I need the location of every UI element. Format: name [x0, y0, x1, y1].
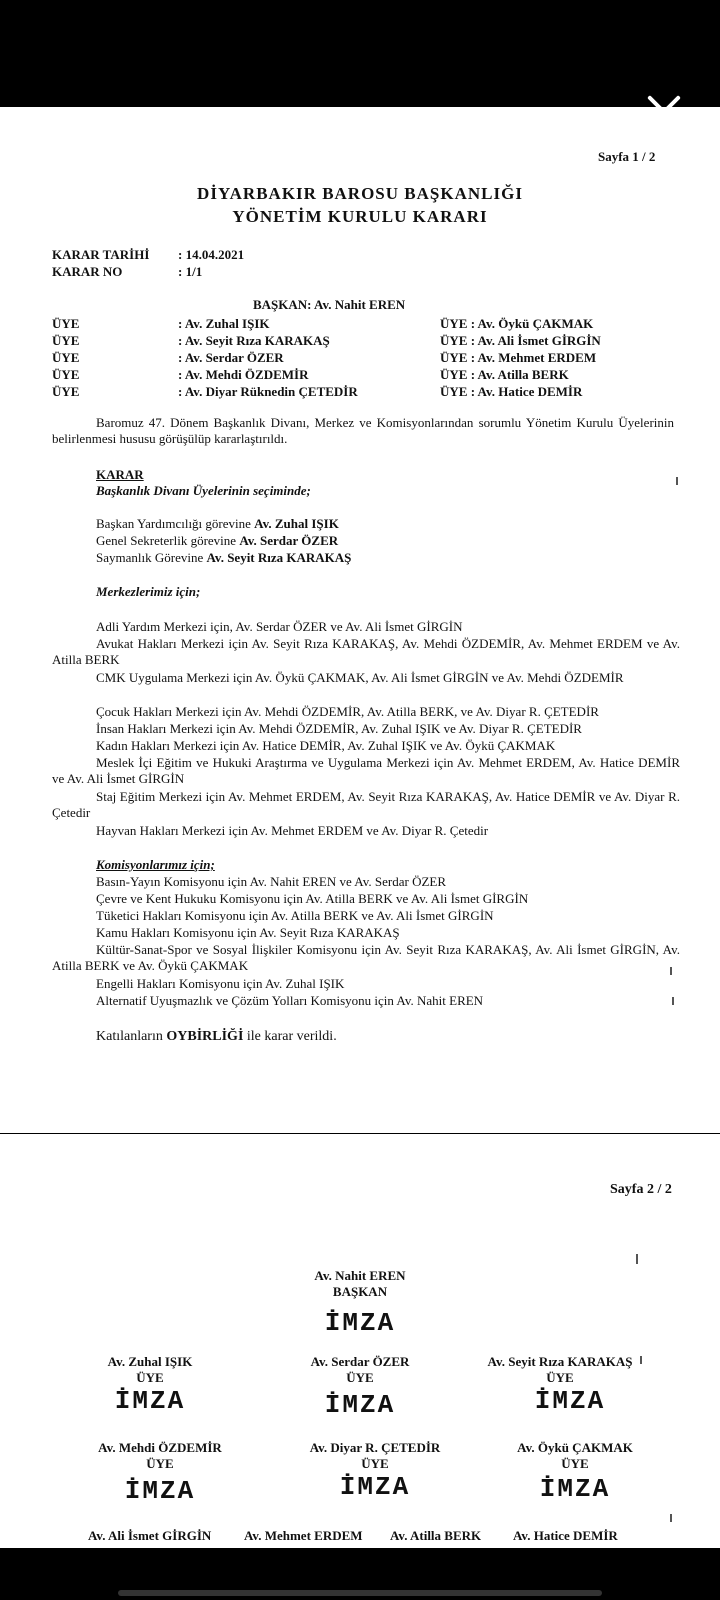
home-indicator[interactable]: [118, 1590, 602, 1596]
divan-item: Saymanlık Görevine Av. Seyit Rıza KARAKAŞ: [96, 550, 352, 565]
komisyon-item: Tüketici Hakları Komisyonu için Av. Atilla BERK ve Av. Ali İsmet GİRGİN: [96, 908, 494, 923]
merkez-heading: Merkezlerimiz için;: [96, 584, 201, 599]
member-right: ÜYE : Av. Hatice DEMİR: [440, 384, 583, 399]
page-number: Sayfa 2 / 2: [610, 1182, 672, 1197]
signatory-role: ÜYE: [561, 1456, 589, 1471]
scan-mark: [672, 997, 674, 1005]
merkez-item: Avukat Hakları Merkezi için Av. Seyit Rıza KARAKAŞ, Av. Mehdi ÖZDEMİR, Av. Mehmet ERDEM ve Av. Atilla BERK: [52, 636, 680, 667]
divan-item: Başkan Yardımcılığı görevine Av. Zuhal IŞIK: [96, 516, 339, 531]
baskan-line: BAŞKAN: Av. Nahit EREN: [253, 297, 406, 312]
signatory-role: ÜYE: [546, 1370, 574, 1385]
member-label: ÜYE: [52, 350, 80, 365]
signature-stamp: İMZA: [534, 1386, 606, 1416]
signatory-name: Av. Zuhal IŞIK: [107, 1354, 193, 1369]
member-name: : Av. Serdar ÖZER: [178, 350, 284, 365]
signatory-role: ÜYE: [346, 1370, 374, 1385]
merkez-item: Hayvan Hakları Merkezi için Av. Mehmet ERDEM ve Av. Diyar R. Çetedir: [96, 823, 489, 838]
karar-no-value: : 1/1: [178, 264, 203, 279]
intro-paragraph: Baromuz 47. Dönem Başkanlık Divanı, Merkez ve Komisyonlarından sorumlu Yönetim Kurulu Üyelerinin belirlenmesi hususu görüşülüp kararlaştırıldı.: [52, 415, 674, 446]
signatory-name: Av. Diyar R. ÇETEDİR: [309, 1440, 441, 1455]
karar-tarihi-label: KARAR TARİHİ: [52, 247, 150, 262]
signature-stamp: İMZA: [124, 1476, 196, 1506]
member-label: ÜYE: [52, 333, 80, 348]
document-title: DİYARBAKIR BAROSU BAŞKANLIĞI: [197, 184, 523, 203]
signature-block: [455, 1354, 665, 1386]
member-right: ÜYE : Av. Öykü ÇAKMAK: [440, 316, 594, 331]
merkez-item: CMK Uygulama Merkezi için Av. Öykü ÇAKMAK, Av. Ali İsmet GİRGİN ve Av. Mehdi ÖZDEMİR: [96, 670, 624, 685]
komisyon-item: Kamu Hakları Komisyonu için Av. Seyit Rıza KARAKAŞ: [96, 925, 400, 940]
karar-heading: KARAR: [96, 467, 144, 482]
signatory-name: Av. Seyit Rıza KARAKAŞ: [487, 1354, 633, 1369]
signatory-name: Av. Mehdi ÖZDEMİR: [98, 1440, 222, 1455]
closing-line: Katılanların OYBİRLİĞİ ile karar verildi.: [96, 1029, 337, 1044]
signature-stamp: İMZA: [539, 1474, 611, 1504]
komisyon-item: Basın-Yayın Komisyonu için Av. Nahit EREN ve Av. Serdar ÖZER: [96, 874, 447, 889]
member-name: : Av. Zuhal IŞIK: [178, 316, 270, 331]
karar-tarihi-value: : 14.04.2021: [178, 247, 245, 262]
scan-mark: [670, 1514, 672, 1522]
document-page-2: [0, 1134, 720, 1548]
komisyon-item: Çevre ve Kent Hukuku Komisyonu için Av. Atilla BERK ve Av. Ali İsmet GİRGİN: [96, 891, 529, 906]
merkez-item: Meslek İçi Eğitim ve Hukuki Araştırma ve Uygulama Merkezi için Av. Mehmet ERDEM, Av. Hatice DEMİR ve Av. Ali İsmet GİRGİN: [52, 755, 680, 786]
member-name: : Av. Mehdi ÖZDEMİR: [178, 367, 309, 382]
president-name: Av. Nahit EREN: [314, 1268, 406, 1283]
komisyon-item: Kültür-Sanat-Spor ve Sosyal İlişkiler Komisyonu için Av. Seyit Rıza KARAKAŞ, Av. Ali İsmet GİRGİN, Av. Atilla BERK ve Av. Öykü ÇAKMAK: [52, 942, 680, 973]
divan-item: Genel Sekreterlik görevine Av. Serdar ÖZER: [96, 533, 339, 548]
karar-no-label: KARAR NO: [52, 264, 123, 279]
signature-block: [475, 1440, 675, 1472]
signatory-name: Av. Serdar ÖZER: [310, 1354, 410, 1369]
signatory-role: ÜYE: [361, 1456, 389, 1471]
signatory-name: Av. Hatice DEMİR: [513, 1528, 618, 1543]
scan-mark: [640, 1356, 642, 1364]
signatory-name: Av. Mehmet ERDEM: [244, 1528, 363, 1543]
member-label: ÜYE: [52, 316, 80, 331]
president-signature: [260, 1268, 460, 1300]
signatory-role: ÜYE: [146, 1456, 174, 1471]
scan-mark: [670, 967, 672, 975]
merkez-item: Staj Eğitim Merkezi için Av. Mehmet ERDEM, Av. Seyit Rıza KARAKAŞ, Av. Hatice DEMİR ve Av. Diyar R. Çetedir: [52, 789, 680, 820]
member-label: ÜYE: [52, 384, 80, 399]
signature-stamp: İMZA: [324, 1390, 396, 1420]
member-name: : Av. Seyit Rıza KARAKAŞ: [178, 333, 330, 348]
divan-heading: Başkanlık Divanı Üyelerinin seçiminde;: [96, 483, 311, 498]
member-right: ÜYE : Av. Ali İsmet GİRGİN: [440, 333, 601, 348]
member-name: : Av. Diyar Rüknedin ÇETEDİR: [178, 384, 358, 399]
president-role: BAŞKAN: [332, 1284, 388, 1299]
scan-mark: [676, 477, 678, 485]
signatory-name: Av. Ali İsmet GİRGİN: [88, 1528, 212, 1543]
member-right: ÜYE : Av. Mehmet ERDEM: [440, 350, 597, 365]
signatory-role: ÜYE: [136, 1370, 164, 1385]
signature-stamp: İMZA: [324, 1308, 396, 1338]
merkez-item: Kadın Hakları Merkezi için Av. Hatice DEMİR, Av. Zuhal IŞIK ve Av. Öykü ÇAKMAK: [96, 738, 556, 753]
signatory-name: Av. Öykü ÇAKMAK: [517, 1440, 633, 1455]
signature-stamp: İMZA: [339, 1472, 411, 1502]
signature-block: [260, 1354, 460, 1386]
member-right: ÜYE : Av. Atilla BERK: [440, 367, 569, 382]
signatory-name: Av. Atilla BERK: [390, 1528, 482, 1543]
signature-block: [275, 1440, 475, 1472]
document-subtitle: YÖNETİM KURULU KARARI: [232, 207, 488, 226]
merkez-item: Çocuk Hakları Merkezi için Av. Mehdi ÖZDEMİR, Av. Atilla BERK, ve Av. Diyar R. ÇETEDİR: [96, 704, 599, 719]
komisyon-item: Alternatif Uyuşmazlık ve Çözüm Yolları Komisyonu için Av. Nahit EREN: [96, 993, 484, 1008]
signature-block: [60, 1440, 260, 1472]
merkez-item: İnsan Hakları Merkezi için Av. Mehdi ÖZDEMİR, Av. Zuhal IŞIK ve Av. Diyar R. ÇETEDİR: [96, 721, 582, 736]
signature-block: [60, 1354, 240, 1386]
page-number: Sayfa 1 / 2: [598, 149, 656, 164]
document-page-1: [0, 107, 720, 1133]
merkez-item: Adli Yardım Merkezi için, Av. Serdar ÖZER ve Av. Ali İsmet GİRGİN: [96, 619, 463, 634]
scan-mark: [636, 1254, 638, 1264]
komisyon-heading: Komisyonlarımız için;: [96, 857, 215, 872]
komisyon-item: Engelli Hakları Komisyonu için Av. Zuhal IŞIK: [96, 976, 345, 991]
signature-stamp: İMZA: [114, 1386, 186, 1416]
member-label: ÜYE: [52, 367, 80, 382]
